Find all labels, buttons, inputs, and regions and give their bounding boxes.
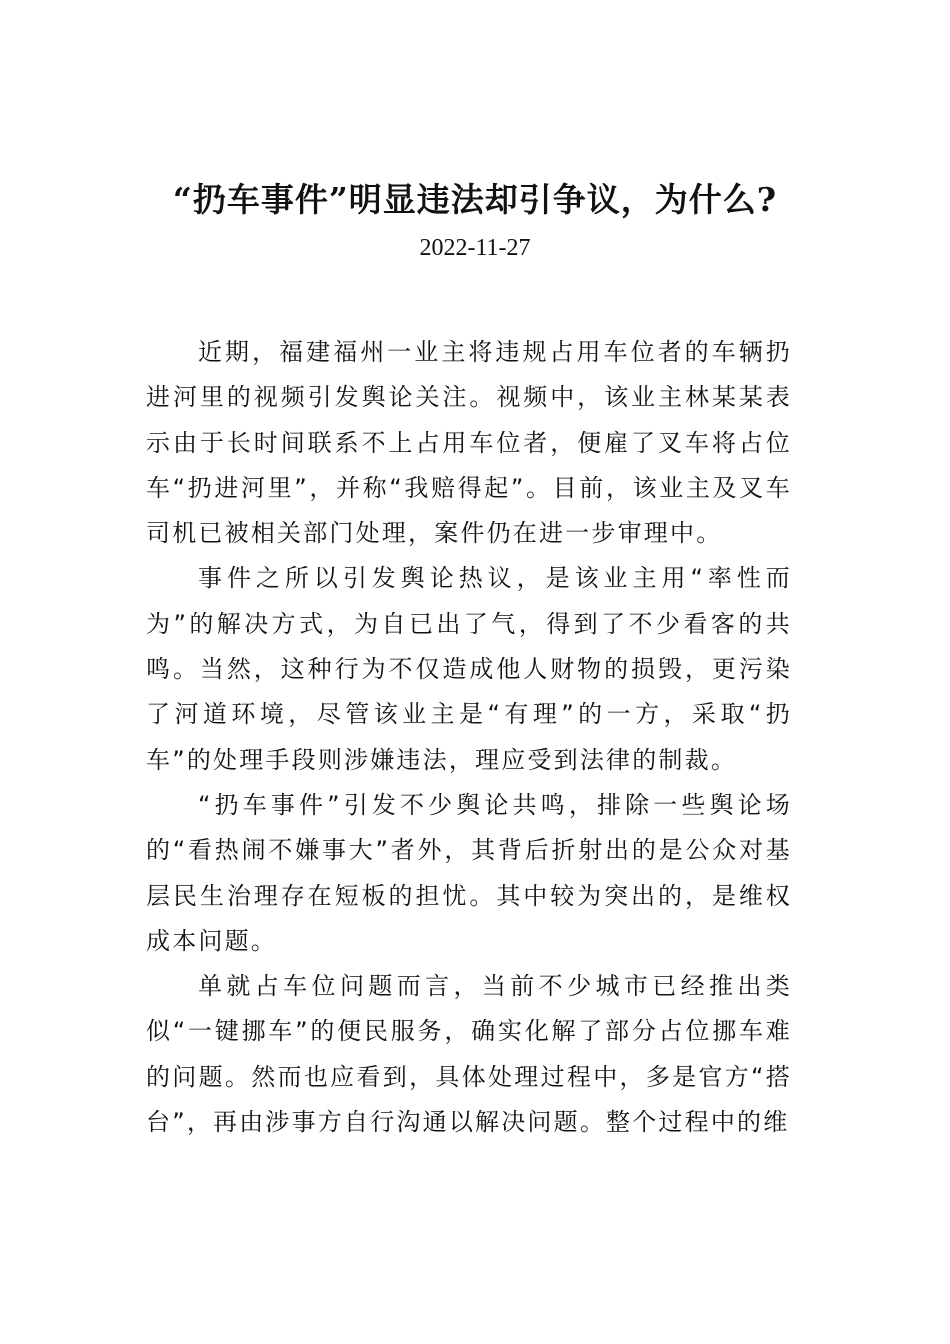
- paragraph-4: 单就占车位问题而言，当前不少城市已经推出类似“一键挪车”的便民服务，确实化解了部分占位挪车难的问题。然而也应看到，具体处理过程中，多是官方“搭台”，再由涉事方自行沟通以解决问题。整个过程中的维: [146, 972, 792, 1137]
- article-date: 2022-11-27: [419, 235, 531, 261]
- article-title: “扔车事件”明显违法却引争议，为什么?: [172, 180, 778, 219]
- paragraph-2: 事件之所以引发舆论热议，是该业主用“率性而为”的解决方式，为自已出了气，得到了不少看客的共鸣。当然，这种行为不仅造成他人财物的损毁，更污染了河道环境，尽管该业主是“有理”的一方，采取“扔车”的处理手段则涉嫌违法，理应受到法律的制裁。: [146, 564, 792, 774]
- article-body: [146, 330, 792, 1145]
- paragraph-3: “扔车事件”引发不少舆论共鸣，排除一些舆论场的“看热闹不嫌事大”者外，其背后折射出的是公众对基层民生治理存在短板的担忧。其中较为突出的，是维权成本问题。: [146, 790, 792, 955]
- paragraph-1: 近期，福建福州一业主将违规占用车位者的车辆扔进河里的视频引发舆论关注。视频中，该业主林某某表示由于长时间联系不上占用车位者，便雇了叉车将占位车“扔进河里”，并称“我赔得起”。目前，该业主及叉车司机已被相关部门处理，案件仍在进一步审理中。: [146, 338, 792, 548]
